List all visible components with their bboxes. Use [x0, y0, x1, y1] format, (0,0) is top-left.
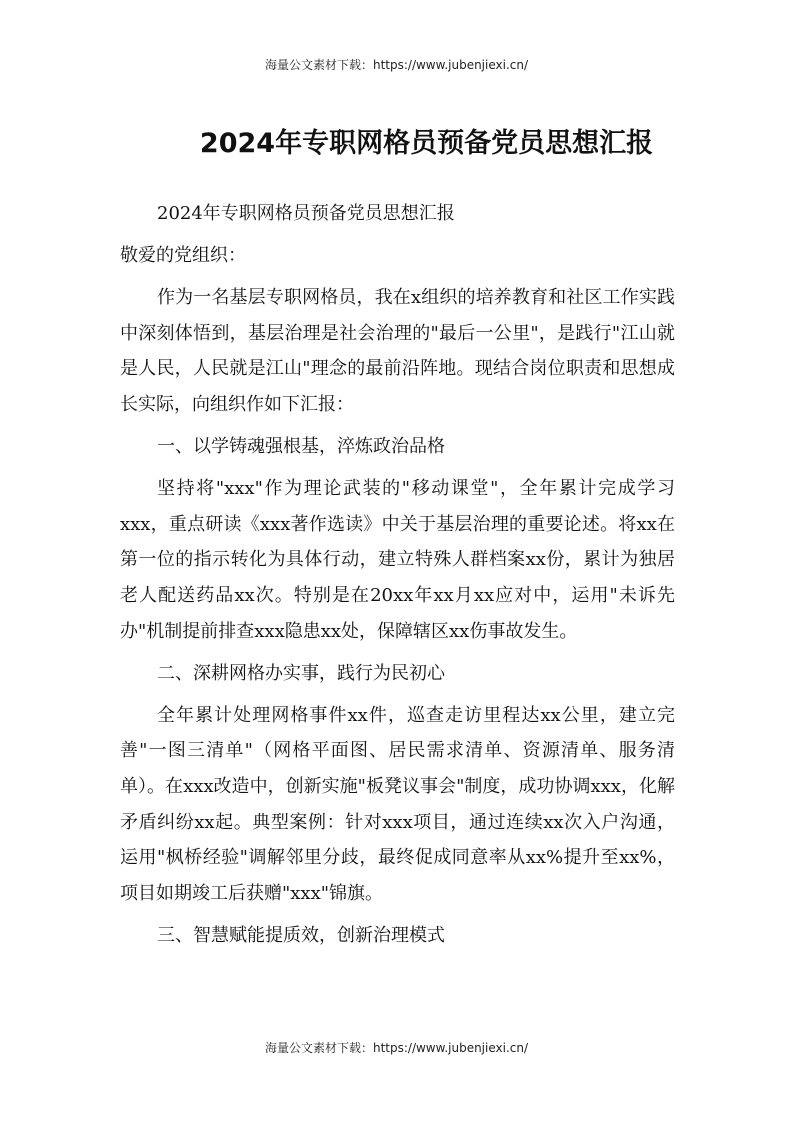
footer-note: 海量公文素材下载：https://www.jubenjiexi.cn/ [264, 1041, 529, 1055]
paragraph-intro: 作为一名基层专职网格员，我在x组织的培养教育和社区工作实践中深刻体悟到，基层治理是社会治理的"最后一公里"，是践行"江山就是人民，人民就是江山"理念的最前沿阵地。现结合岗位职责和思想成长实际，向组织作如下汇报： [120, 287, 675, 415]
document-body [120, 196, 675, 960]
section-heading-2: 二、深耕网格办实事，践行为民初心 [157, 662, 445, 684]
section-heading-3: 三、智慧赋能提质效，创新治理模式 [157, 924, 445, 946]
header-note: 海量公文素材下载：https://www.jubenjiexi.cn/ [264, 58, 529, 72]
paragraph-section-1: 坚持将"xxx"作为理论武装的"移动课堂"，全年累计完成学习xxx，重点研读《xxx著作选读》中关于基层治理的重要论述。将xx在第一位的指示转化为具体行动，建立特殊人群档案xx份，累计为独居老人配送药品xx次。特别是在20xx年xx月xx应对中，运用"未诉先办"机制提前排查xxx隐患xx处，保障辖区xx伤事故发生。 [120, 478, 675, 642]
section-heading-1: 一、以学铸魂强根基，淬炼政治品格 [157, 436, 445, 458]
paragraph-salutation: 敬爱的党组织： [120, 245, 246, 267]
document-title: 2024年专职网格员预备党员思想汇报 [199, 128, 654, 159]
paragraph-section-2: 全年累计处理网格事件xx件，巡查走访里程达xx公里，建立完善"一图三清单"（网格平面图、居民需求清单、资源清单、服务清单）。在xxx改造中，创新实施"板凳议事会"制度，成功协调xxx，化解矛盾纠纷xx起。典型案例：针对xxx项目，通过连续xx次入户沟通，运用"枫桥经验"调解邻里分歧，最终促成同意率从xx%提升至xx%，项目如期竣工后获赠"xxx"锦旗。 [120, 704, 675, 904]
paragraph-subtitle: 2024年专职网格员预备党员思想汇报 [157, 203, 455, 224]
